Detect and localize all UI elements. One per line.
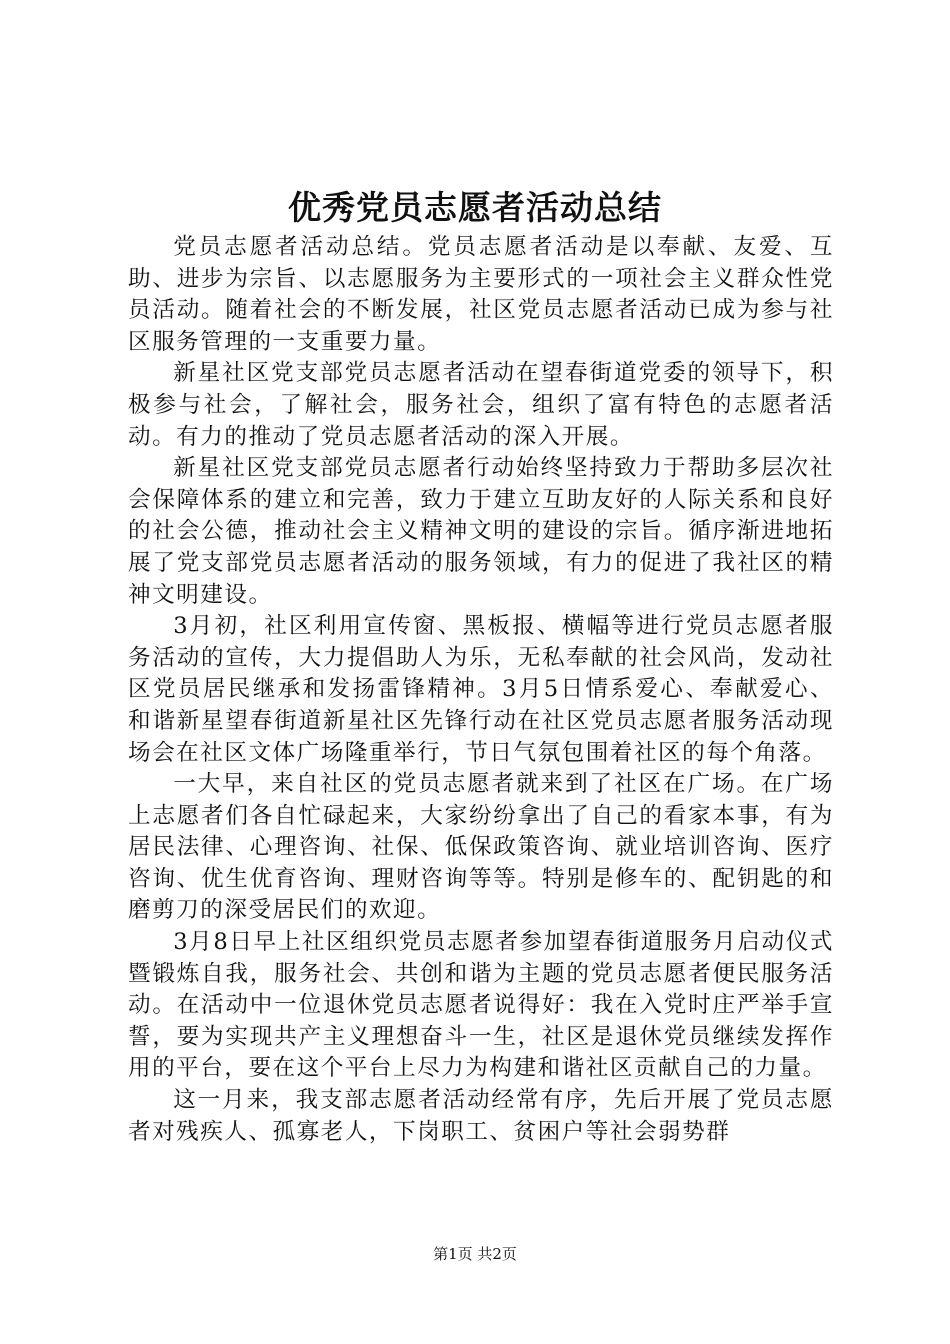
document-body — [128, 232, 834, 1148]
paragraph: 党员志愿者活动总结。党员志愿者活动是以奉献、友爱、互助、进步为宗旨、以志愿服务为主要形式的一项社会主义群众性党员活动。随着社会的不断发展，社区党员志愿者活动已成为参与社区服务管理的一支重要力量。 — [128, 234, 834, 355]
document-title: 优秀党员志愿者活动总结 — [288, 188, 662, 227]
paragraph: 一大早，来自社区的党员志愿者就来到了社区在广场。在广场上志愿者们各自忙碌起来，大家纷纷拿出了自己的看家本事，有为居民法律、心理咨询、社保、低保政策咨询、就业培训咨询、医疗咨询、优生优育咨询、理财咨询等等。特别是修车的、配钥匙的和磨剪刀的深受居民们的欢迎。 — [128, 771, 834, 924]
paragraph: 新星社区党支部党员志愿者行动始终坚持致力于帮助多层次社会保障体系的建立和完善，致力于建立互助友好的人际关系和良好的社会公德，推动社会主义精神文明的建设的宗旨。循序渐进地拓展了党支部党员志愿者活动的服务领域，有力的促进了我社区的精神文明建设。 — [128, 455, 834, 608]
page-number-footer: 第1页 共2页 — [433, 1245, 517, 1263]
paragraph: 3月初，社区利用宣传窗、黑板报、横幅等进行党员志愿者服务活动的宣传，大力提倡助人为乐，无私奉献的社会风尚，发动社区党员居民继承和发扬雷锋精神。3月5日情系爱心、奉献爱心、和谐新星望春街道新星社区先锋行动在社区党员志愿者服务活动现场会在社区文体广场隆重举行，节日气氛包围着社区的每个角落。 — [128, 613, 834, 766]
paragraph: 3月8日早上社区组织党员志愿者参加望春街道服务月启动仪式暨锻炼自我，服务社会、共创和谐为主题的党员志愿者便民服务活动。在活动中一位退休党员志愿者说得好：我在入党时庄严举手宣誓，要为实现共产主义理想奋斗一生，社区是退休党员继续发挥作用的平台，要在这个平台上尽力为构建和谐社区贡献自己的力量。 — [128, 929, 834, 1082]
paragraph: 这一月来，我支部志愿者活动经常有序，先后开展了党员志愿者对残疾人、孤寡老人，下岗职工、贫困户等社会弱势群 — [128, 1087, 834, 1145]
paragraph: 新星社区党支部党员志愿者活动在望春街道党委的领导下，积极参与社会，了解社会，服务社会，组织了富有特色的志愿者活动。有力的推动了党员志愿者活动的深入开展。 — [128, 360, 834, 450]
